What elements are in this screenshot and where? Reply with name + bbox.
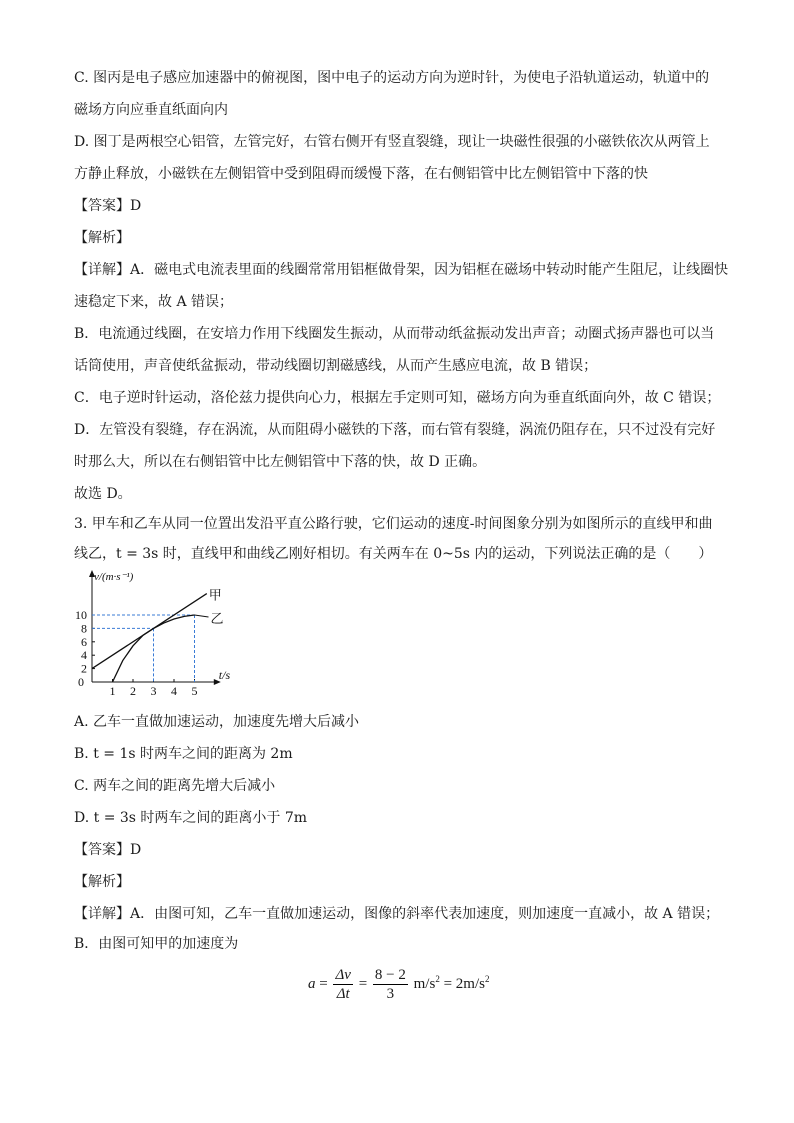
text-line: C. 图丙是电子感应加速器中的俯视图，图中电子的运动方向为逆时针，为使电子沿轨道运动，轨道中的 [74, 70, 710, 86]
text-line: 【解析】 [74, 874, 130, 890]
x-tick-label: 2 [130, 684, 136, 696]
text-line: 【详解】A．磁电式电流表里面的线圈常常用铝框做骨架，因为铝框在磁场中转动时能产生阻尼，让线圈快 [74, 262, 729, 278]
y-axis-label: v/(m·s⁻¹) [94, 571, 134, 583]
text-line: 时那么大，所以在右侧铝管中比左侧铝管中下落的快，故 D 正确。 [74, 454, 487, 470]
velocity-time-chart [74, 566, 254, 696]
formula-eq2: = [358, 975, 368, 992]
text-line: 方静止释放，小磁铁在左侧铝管中受到阻碍而缓慢下落，在右侧铝管中比左侧铝管中下落的快 [74, 166, 648, 182]
text-line: 话筒使用，声音使纸盆振动，带动线圈切割磁感线，从而产生感应电流，故 B 错误； [74, 358, 598, 374]
text-line: B. t = 1s 时两车之间的距离为 2m [74, 746, 293, 762]
text-line: A. 乙车一直做加速运动，加速度先增大后减小 [74, 714, 360, 730]
fraction-values-num: 8 − 2 [374, 967, 406, 983]
formula-unit1: m/s [413, 975, 436, 992]
text-line: 【详解】A．由图可知，乙车一直做加速运动，图像的斜率代表加速度，则加速度一直减小，故 A 错误； [74, 906, 720, 922]
x-axis-label: t/s [218, 668, 231, 682]
x-tick-label: 3 [150, 684, 157, 696]
y-tick-label: 4 [81, 648, 87, 663]
fraction-delta [333, 966, 352, 1003]
text-line: 【答案】D [74, 842, 142, 858]
fraction-delta-den: Δt [336, 986, 350, 1002]
y-tick-label: 10 [75, 608, 87, 622]
y-tick-label: 6 [81, 634, 87, 649]
text-line: 【解析】 [74, 230, 130, 246]
y-tick-label: 2 [81, 661, 87, 676]
series-label-jia: 甲 [208, 587, 222, 603]
fraction-values-den: 3 [386, 986, 395, 1002]
text-line: D. 图丁是两根空心铝管，左管完好，右管右侧开有竖直裂缝，现让一块磁性很强的小磁铁依次从两管上 [74, 134, 710, 150]
text-line: 速稳定下来，故 A 错误； [74, 294, 234, 310]
formula-sup1: 2 [435, 973, 440, 984]
text-line: 线乙，t = 3s 时，直线甲和曲线乙刚好相切。有关两车在 0~5s 内的运动，下列说法正确的是（ ） [74, 546, 713, 562]
text-line: 【答案】D [74, 198, 142, 214]
text-line: C．电子逆时针运动，洛伦兹力提供向心力，根据左手定则可知，磁场方向为垂直纸面向外，故 C 错误； [74, 390, 721, 406]
text-line: B．由图可知甲的加速度为 [74, 936, 239, 952]
x-tick-label: 4 [171, 684, 177, 696]
x-tick-label: 1 [109, 684, 116, 696]
text-line: 磁场方向应垂直纸面向内 [74, 102, 228, 118]
x-tick-label: 5 [191, 684, 198, 696]
formula-lhs: a [308, 975, 316, 992]
formula-sup2: 2 [484, 973, 490, 984]
text-line: 故选 D。 [74, 486, 132, 502]
fraction-delta-num: Δv [335, 967, 351, 983]
text-line: D．左管没有裂缝，存在涡流，从而阻碍小磁铁的下落，而右管有裂缝，涡流仍阻存在，只不过没有完好 [74, 422, 716, 438]
series-label-yi-leader [195, 615, 209, 617]
formula-eq3: = 2m/s [443, 975, 485, 992]
fraction-values [373, 966, 408, 1003]
text-line: B．电流通过线圈，在安培力作用下线圈发生振动，从而带动纸盆振动发出声音；动圈式扬声器也可以当 [74, 326, 715, 342]
text-line: D. t = 3s 时两车之间的距离小于 7m [74, 810, 308, 826]
acceleration-formula [308, 966, 489, 1003]
formula-eq1: = [319, 975, 328, 992]
text-line: 3. 甲车和乙车从同一位置出发沿平直公路行驶，它们运动的速度-时间图象分别为如图所示的直线甲和曲 [74, 516, 713, 532]
text-line: C. 两车之间的距离先增大后减小 [74, 778, 276, 794]
series-label-yi: 乙 [210, 611, 224, 626]
origin-label: 0 [78, 675, 84, 689]
y-tick-label: 8 [81, 621, 87, 636]
